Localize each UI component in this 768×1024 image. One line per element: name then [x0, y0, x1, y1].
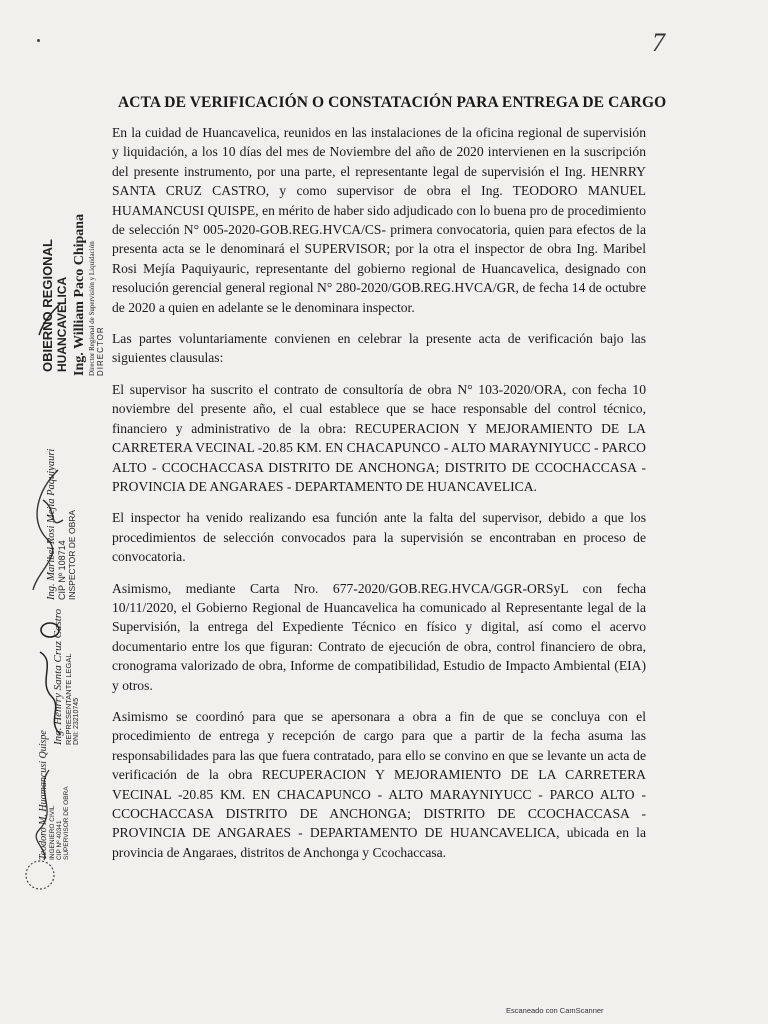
paragraph-letter: Asimismo, mediante Carta Nro. 677-2020/GOB.REG.HVCA/GGR-ORSyL con fecha 10/11/2020, el Gobierno Regional de Huancavelica ha comunicado al Representante legal de la Supervisión, la entrega del Expediente Técnico en físico y digital, así como el acervo documentario entre los que figuran: Contrato de ejecución de obra, control financiero de obra, cronograma valorizado de obra, Informe de compatibilidad, Estudio de Impacto Ambiental (EIA) y otros.	[112, 580, 646, 693]
document-body	[112, 123, 646, 874]
scanner-watermark: Escaneado con CamScanner	[506, 1006, 604, 1015]
paragraph-intro: En la cuidad de Huancavelica, reunidos en las instalaciones de la oficina regional de supervisión y liquidación, a los 10 días del mes de Noviembre del año de 2020 intervienen en la suscripción del presente instrumento, por una parte, el representante legal de supervisión el Ing. HENRRY SANTA CRUZ CASTRO, y como supervisor de obra el Ing. TEODORO MANUEL HUAMANCUSI QUISPE, en mérito de haber sido adjudicado con lo buena pro de procedimiento de selección N° 005-2020-GOB.REG.HVCA/CS- primera convocatoria, quien para efectos de la presenta acta se le denominará el SUPERVISOR; por la otra el inspector de obra Ing. Maribel Rosi Mejía Paquiyauric, representante del gobierno regional de Huancavelica, designado con resolución gerencial general regional N° 280-2020/GOB.REG.HVCA/GR, de fecha 14 de octubre de 2020 a quien en adelante se le denominara inspector.	[112, 125, 646, 315]
paragraph-contract: El supervisor ha suscrito el contrato de consultoría de obra N° 103-2020/ORA, con fecha 10 noviembre del presente año, el cual establece que se hace responsable del control técnico, financiero y administrativo de la obra: RECUPERACION Y MEJORAMIENTO DE LA CARRETERA VECINAL -20.85 KM. EN CHACAPUNCO - ALTO MARAYNIYUCC - PARCO ALTO - CCOCHACCASA DISTRITO DE ANCHONGA; DISTRITO DE CCOCHACCASA - PROVINCIA DE ANGARAES - DEPARTAMENTO DE HUANCAVELICA.	[112, 381, 646, 494]
regional-government-stamp: OBIERNO REGIONAL HUANCAVELICA	[40, 239, 69, 372]
director-stamp: Ing. William Paco Chipana Director Regional de Supervisión y Liquidación DIRECTOR	[72, 213, 105, 376]
supervisor-stamp: Teodoro M. Huamancusi Quispe INGENIERO CIVIL CIP Nº 40341 SUPERVISOR DE OBRA	[38, 730, 70, 860]
regional-seal-icon	[34, 300, 64, 340]
inspector-stamp: Ing. Maribel Rosi Mejía Paquiyauri CIP Nº 108714 INSPECTOR DE OBRA	[46, 448, 77, 600]
paragraph-inspector: El inspector ha venido realizando esa función ante la falta del supervisor, debido a que los procedimientos de selección convocados para la supervisión se encontraban en proceso de convocatoria.	[112, 510, 646, 565]
page-number: 7	[652, 28, 665, 57]
paragraph-parties: Las partes voluntariamente convienen en celebrar la presente acta de verificación bajo las siguientes clausulas:	[112, 331, 646, 366]
paragraph-coordination: Asimismo se coordinó para que se apersonara a obra a fin de que se concluya con el procedimiento de entrega y recepción de cargo para que a partir de la fecha asuma las responsabilidades para las que fuera contratado, para ello se convino en que se levante un acta de verificación de la obra RECUPERACION Y MEJORAMIENTO DE LA CARRETERA VECINAL -20.85 KM. EN CHACAPUNCO - ALTO MARAYNIYUCC - PARCO ALTO - CCOCHACCASA DISTRITO DE ANCHONGA; DISTRITO DE CCOCHACCASA - PROVINCIA DE ANGARAES - DEPARTAMENTO DE HUANCAVELICA, ubicada en la provincia de Angaraes, distritos de Anchonga y Ccochaccasa.	[112, 708, 646, 860]
legal-rep-stamp: Ing. Henrry Santa Cruz Castro REPRESENTANTE LEGAL DNI: 23210745	[52, 608, 80, 745]
scan-speck	[37, 39, 40, 42]
document-title: ACTA DE VERIFICACIÓN O CONSTATACIÓN PARA ENTREGA DE CARGO	[118, 94, 667, 111]
